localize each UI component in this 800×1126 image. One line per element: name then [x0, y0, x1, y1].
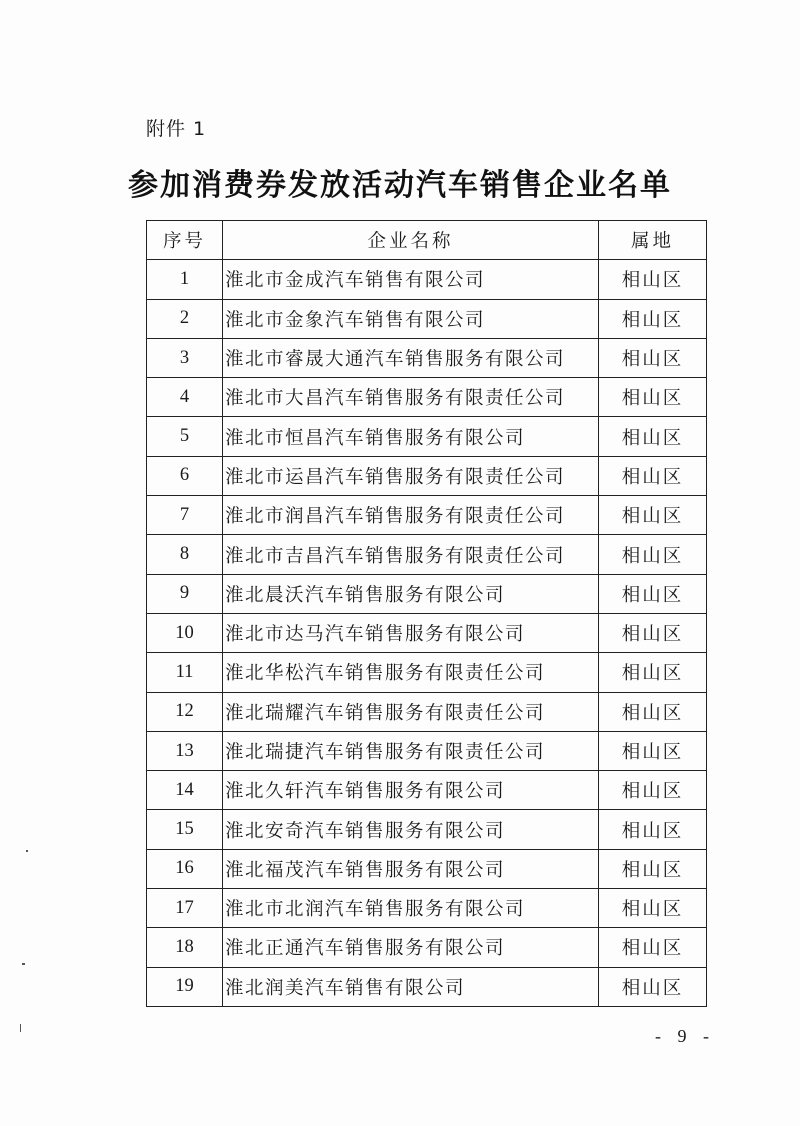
row-area: 相山区: [599, 535, 707, 574]
row-area: 相山区: [599, 653, 707, 692]
row-company-name: 淮北华松汽车销售服务有限责任公司: [223, 653, 599, 692]
row-no: 3: [147, 338, 223, 377]
row-area: 相山区: [599, 417, 707, 456]
row-company-name: 淮北市达马汽车销售服务有限公司: [223, 613, 599, 652]
row-no: 15: [147, 810, 223, 849]
row-area: 相山区: [599, 260, 707, 299]
row-area: 相山区: [599, 810, 707, 849]
row-no: 5: [147, 417, 223, 456]
table-row: [147, 338, 707, 377]
table-row: [147, 535, 707, 574]
row-no: 1: [147, 260, 223, 299]
table-row: [147, 810, 707, 849]
row-no: 11: [147, 653, 223, 692]
table-row: [147, 378, 707, 417]
table-row: [147, 967, 707, 1006]
scan-artifact: [20, 1024, 21, 1032]
row-no: 16: [147, 849, 223, 888]
row-area: 相山区: [599, 456, 707, 495]
row-company-name: 淮北市北润汽车销售服务有限公司: [223, 889, 599, 928]
row-no: 19: [147, 967, 223, 1006]
row-area: 相山区: [599, 613, 707, 652]
row-company-name: 淮北市大昌汽车销售服务有限责任公司: [223, 378, 599, 417]
row-no: 17: [147, 889, 223, 928]
table-row: [147, 771, 707, 810]
row-no: 8: [147, 535, 223, 574]
row-area: 相山区: [599, 692, 707, 731]
row-area: 相山区: [599, 849, 707, 888]
row-area: 相山区: [599, 771, 707, 810]
row-company-name: 淮北正通汽车销售服务有限公司: [223, 928, 599, 967]
row-area: 相山区: [599, 496, 707, 535]
row-area: 相山区: [599, 378, 707, 417]
table-row: [147, 613, 707, 652]
header-no: 序号: [147, 221, 223, 260]
row-no: 14: [147, 771, 223, 810]
row-no: 9: [147, 574, 223, 613]
row-company-name: 淮北市金象汽车销售有限公司: [223, 299, 599, 338]
table-row: [147, 889, 707, 928]
row-area: 相山区: [599, 338, 707, 377]
table-row: [147, 299, 707, 338]
row-company-name: 淮北瑞耀汽车销售服务有限责任公司: [223, 692, 599, 731]
row-company-name: 淮北晨沃汽车销售服务有限公司: [223, 574, 599, 613]
row-area: 相山区: [599, 299, 707, 338]
table-header-row: [147, 221, 707, 260]
row-company-name: 淮北福茂汽车销售服务有限公司: [223, 849, 599, 888]
header-area: 属地: [599, 221, 707, 260]
row-no: 18: [147, 928, 223, 967]
row-company-name: 淮北市睿晟大通汽车销售服务有限公司: [223, 338, 599, 377]
row-no: 7: [147, 496, 223, 535]
row-no: 4: [147, 378, 223, 417]
row-area: 相山区: [599, 574, 707, 613]
row-area: 相山区: [599, 928, 707, 967]
table-row: [147, 849, 707, 888]
row-company-name: 淮北市金成汽车销售有限公司: [223, 260, 599, 299]
scan-artifact: [22, 963, 25, 965]
table-row: [147, 692, 707, 731]
row-company-name: 淮北润美汽车销售有限公司: [223, 967, 599, 1006]
row-area: 相山区: [599, 889, 707, 928]
row-company-name: 淮北市运昌汽车销售服务有限责任公司: [223, 456, 599, 495]
row-no: 6: [147, 456, 223, 495]
page-number: - 9 -: [655, 1026, 715, 1046]
row-company-name: 淮北瑞捷汽车销售服务有限责任公司: [223, 731, 599, 770]
row-area: 相山区: [599, 967, 707, 1006]
header-company-name: 企业名称: [223, 221, 599, 260]
table-row: [147, 574, 707, 613]
row-no: 2: [147, 299, 223, 338]
company-table: [146, 220, 707, 1007]
row-company-name: 淮北市恒昌汽车销售服务有限公司: [223, 417, 599, 456]
document-title: 参加消费券发放活动汽车销售企业名单: [128, 168, 672, 203]
table-row: [147, 260, 707, 299]
row-company-name: 淮北市吉昌汽车销售服务有限责任公司: [223, 535, 599, 574]
table-row: [147, 653, 707, 692]
row-company-name: 淮北安奇汽车销售服务有限公司: [223, 810, 599, 849]
table-row: [147, 928, 707, 967]
row-company-name: 淮北市润昌汽车销售服务有限责任公司: [223, 496, 599, 535]
row-no: 13: [147, 731, 223, 770]
scan-artifact: [26, 850, 28, 852]
row-no: 10: [147, 613, 223, 652]
row-no: 12: [147, 692, 223, 731]
row-company-name: 淮北久轩汽车销售服务有限公司: [223, 771, 599, 810]
table-row: [147, 731, 707, 770]
attachment-label: 附件 1: [146, 118, 207, 140]
table-row: [147, 417, 707, 456]
row-area: 相山区: [599, 731, 707, 770]
table-row: [147, 496, 707, 535]
table-row: [147, 456, 707, 495]
